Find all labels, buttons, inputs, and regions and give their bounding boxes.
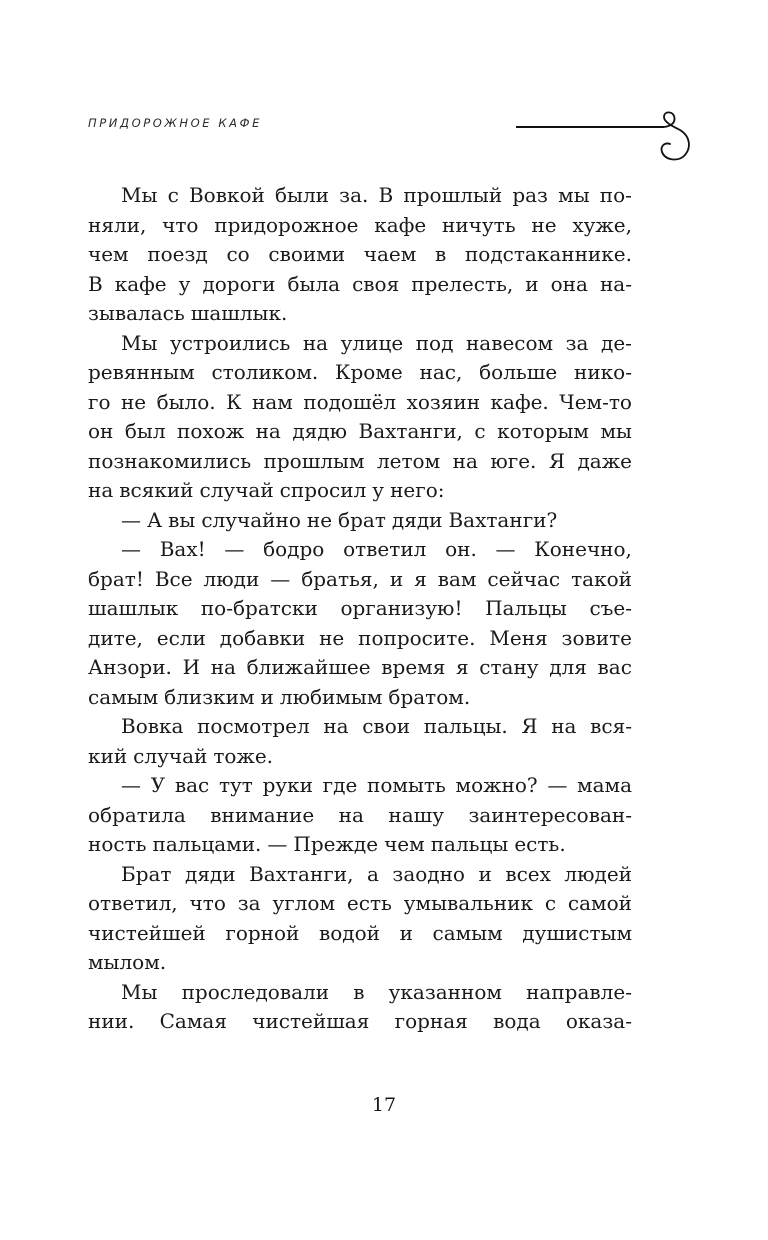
- text-line: — Вах! — бодро ответил он. — Конечно,: [121, 537, 632, 561]
- text-line: мылом.: [88, 950, 167, 974]
- text-line: го не было. К нам подошёл хозяин кафе. Чем-то: [88, 389, 632, 414]
- text-line: ответил, что за углом есть умывальник с самой: [88, 891, 632, 915]
- text-line: — У вас тут руки где помыть можно? — мама: [121, 773, 632, 797]
- text-line: Анзори. И на ближайшее время я стану для вас: [88, 655, 632, 679]
- page-number: 17: [371, 1094, 397, 1116]
- text-line: познакомились прошлым летом на юге. Я даже: [88, 448, 632, 473]
- text-line: нии. Самая чистейшая горная вода оказа-: [88, 1009, 632, 1033]
- text-line: зывалась шашлык.: [88, 301, 288, 325]
- text-line: ревянным столиком. Кроме нас, больше нико-: [88, 360, 632, 384]
- text-line: кий случай тоже.: [88, 743, 274, 768]
- text-line: дите, если добавки не попросите. Меня зовите: [88, 625, 632, 650]
- text-line: няли, что придорожное кафе ничуть не хуже,: [88, 212, 632, 237]
- text-line: Брат дяди Вахтанги, а заодно и всех людей: [121, 861, 632, 886]
- text-line: чистейшей горной водой и самым душистым: [88, 920, 632, 945]
- text-line: В кафе у дороги была своя прелесть, и она на-: [88, 271, 632, 296]
- text-line: чем поезд со своими чаем в подстаканнике.: [88, 242, 632, 266]
- flourish-ornament-icon: [514, 100, 694, 164]
- text-line: Мы устроились на улице под навесом за де-: [121, 330, 632, 355]
- text-line: Мы проследовали в указанном направле-: [121, 979, 632, 1004]
- text-line: обратила внимание на нашу заинтересован-: [88, 802, 632, 827]
- text-line: ность пальцами. — Прежде чем пальцы есть.: [88, 832, 566, 856]
- text-line: на всякий случай спросил у него:: [88, 478, 445, 502]
- body-text: [88, 181, 632, 1037]
- text-line: Вовка посмотрел на свои пальцы. Я на вся-: [121, 714, 632, 738]
- text-line: шашлык по-братски организую! Пальцы съе-: [88, 596, 632, 620]
- text-line: он был похож на дядю Вахтанги, с которым мы: [88, 419, 632, 443]
- text-line: — А вы случайно не брат дяди Вахтанги?: [121, 507, 558, 532]
- text-line: самым близким и любимым братом.: [88, 684, 471, 709]
- text-line: Мы с Вовкой были за. В прошлый раз мы по-: [121, 183, 632, 207]
- running-header-title: ПРИДОРОЖНОЕ КАФЕ: [88, 116, 263, 130]
- text-line: брат! Все люди — братья, и я вам сейчас такой: [88, 566, 632, 591]
